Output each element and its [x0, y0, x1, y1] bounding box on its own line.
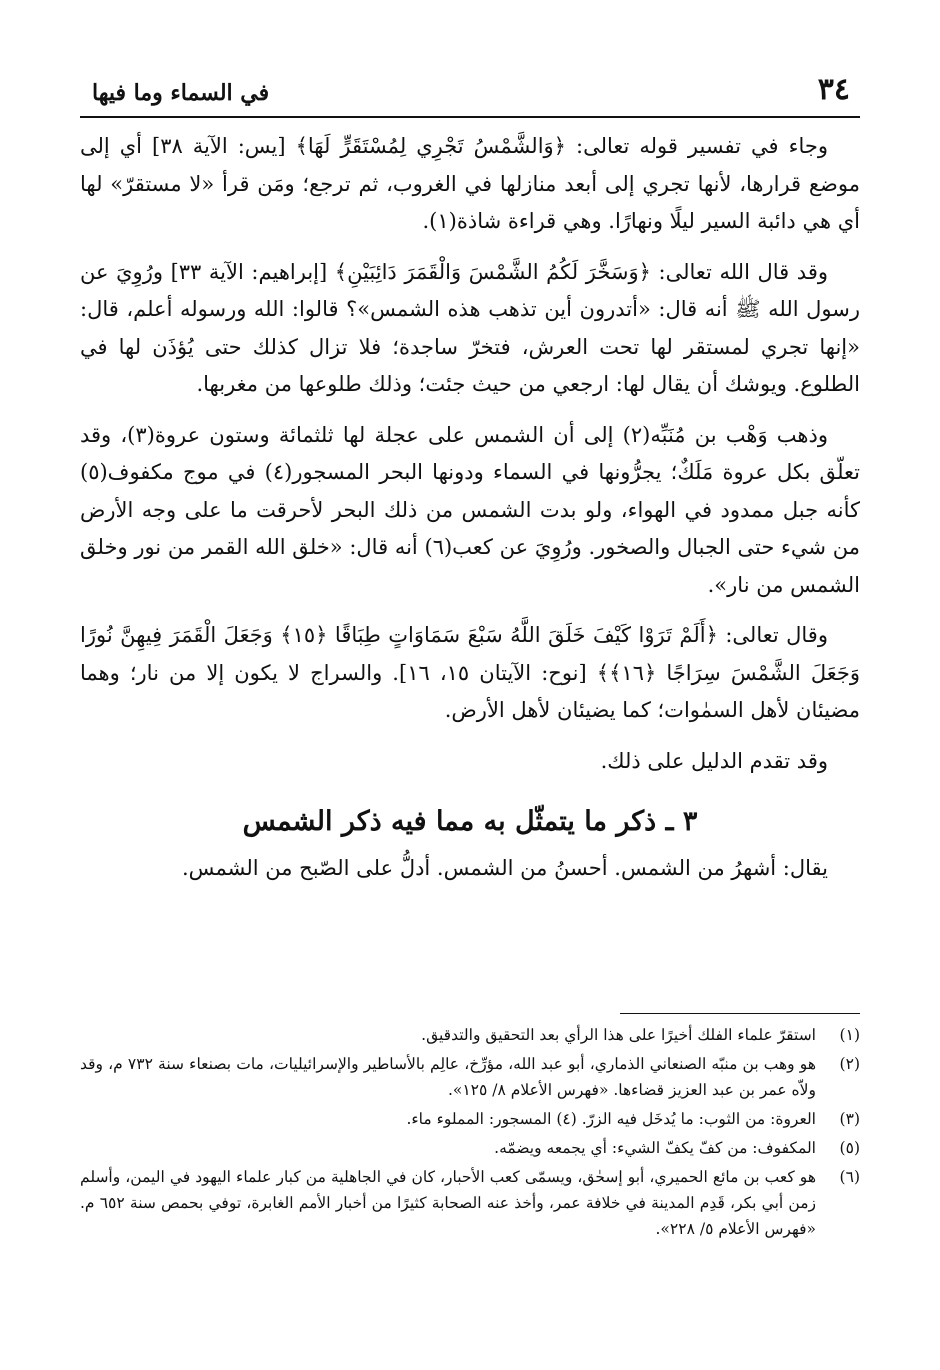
footnote-number: (٢) — [839, 1055, 860, 1073]
footnotes — [80, 1022, 860, 1245]
page-number: ٣٤ — [817, 72, 850, 107]
section-heading: ٣ ـ ذكر ما يتمثّل به مما فيه ذكر الشمس — [242, 806, 698, 837]
footnote-3 — [80, 1106, 860, 1132]
footnote-number: (٦) — [839, 1168, 860, 1186]
footnote-2 — [80, 1051, 860, 1103]
footnote-text: هو كعب بن مائع الحميري، أبو إسحٰق، ويسمّى كعب الأحبار، كان في الجاهلية من كبار علماء اليهود في اليمن، وأسلم زمن أبي بكر، قَدِم المدينة في خلافة عمر، وأخذ عنه الصحابة كثيرًا من أخبار الأمم الغابرة، توفي بحمص سنة ٦٥٢ م. «فهرس الأعلام ٥/ ٢٢٨». — [80, 1168, 816, 1238]
section-text: يقال: أشهرُ من الشمس. أحسنُ من الشمس. أدلُّ على الصّبح من الشمس. — [182, 856, 828, 880]
paragraph-4: وقال تعالى: ﴿أَلَمْ تَرَوْا كَيْفَ خَلَقَ اللَّهُ سَبْعَ سَمَاوَاتٍ طِبَاقًا ﴿١٥﴾ وَجَعَلَ الْقَمَرَ فِيهِنَّ نُورًا وَجَعَلَ الشَّمْسَ سِرَاجًا ﴿١٦﴾﴾ [نوح: الآيتان ١٥، ١٦]. والسراج لا يكون إلا من نار؛ وهما مضيئان لأهل السمٰوات؛ كما يضيئان لأهل الأرض. — [80, 623, 861, 722]
page-header — [80, 66, 860, 118]
paragraph-3: وذهب وَهْب بن مُنَبِّه(٢) إلى أن الشمس على عجلة لها ثلثمائة وستون عروة(٣)، وقد تعلّق بكل عروة مَلَكٌ؛ يجرُّونها في السماء ودونها البحر المسجور(٤) في موج مكفوف(٥) كأنه جبل ممدود في الهواء، ولو بدت الشمس من ذلك البحر لأحرقت ما على وجه الأرض من شيء حتى الجبال والصخور. ورُوِيَ عن كعب(٦) أنه قال: «خلق الله القمر من نور وخلق الشمس من نار». — [80, 422, 860, 597]
main-text — [80, 128, 860, 888]
paragraph-5: وقد تقدم الدليل على ذلك. — [600, 748, 828, 773]
footnote-5 — [80, 1135, 860, 1161]
footnote-text: هو وهب بن منبّه الصنعاني الذماري، أبو عبد الله، مؤرِّخ، عالِم بالأساطير والإسرائيليات، مات بصنعاء سنة ٧٣٢ م، وقد ولاّه عمر بن عبد العزيز قضاءها. «فهرس الأعلام ٨/ ١٢٥». — [80, 1055, 816, 1099]
paragraph-1: وجاء في تفسير قوله تعالى: ﴿وَالشَّمْسُ تَجْرِي لِمُسْتَقَرٍّ لَهَا﴾ [يس: الآية ٣٨] أي إلى موضع قرارها، لأنها تجري إلى أبعد منازلها في الغروب، ثم ترجع؛ ومَن قرأ «لا مستقرّ» لها أي هي دائبة السير ليلًا ونهارًا. وهي قراءة شاذة(١). — [80, 134, 860, 233]
paragraph-2: وقد قال الله تعالى: ﴿وَسَخَّرَ لَكُمُ الشَّمْسَ وَالْقَمَرَ دَائِبَيْنِ﴾ [إبراهيم: الآية ٣٣] ورُوِيَ عن رسول الله ﷺ أنه قال: «أتدرون أين تذهب هذه الشمس»؟ قالوا: الله ورسوله أعلم، قال: «إنها تجري لمستقر لها تحت العرش، فتخرّ ساجدة؛ فلا تزال كذلك حتى يُؤذَن لها في الطلوع. ويوشك أن يقال لها: ارجعي من حيث جئت؛ وذلك طلوعها من مغربها. — [80, 259, 860, 396]
footnote-rule — [620, 1013, 860, 1014]
footnote-number: (٥) — [839, 1139, 860, 1157]
footnote-number: (٣) — [839, 1110, 860, 1128]
footnote-text: المكفوف: من كفّ يكفّ الشيء: أي يجمعه ويضمّه. — [494, 1139, 816, 1157]
running-title: في السماء وما فيها — [92, 80, 270, 106]
footnote-1 — [80, 1022, 860, 1048]
footnote-6 — [80, 1164, 860, 1242]
footnote-text: استقرّ علماء الفلك أخيرًا على هذا الرأي بعد التحقيق والتدقيق. — [421, 1026, 816, 1044]
footnote-number: (١) — [839, 1026, 860, 1044]
header-rule — [80, 116, 860, 118]
footnote-text: العروة: من الثوب: ما يُدخَل فيه الزرّ. (٤) المسجور: المملوء ماء. — [406, 1110, 816, 1128]
